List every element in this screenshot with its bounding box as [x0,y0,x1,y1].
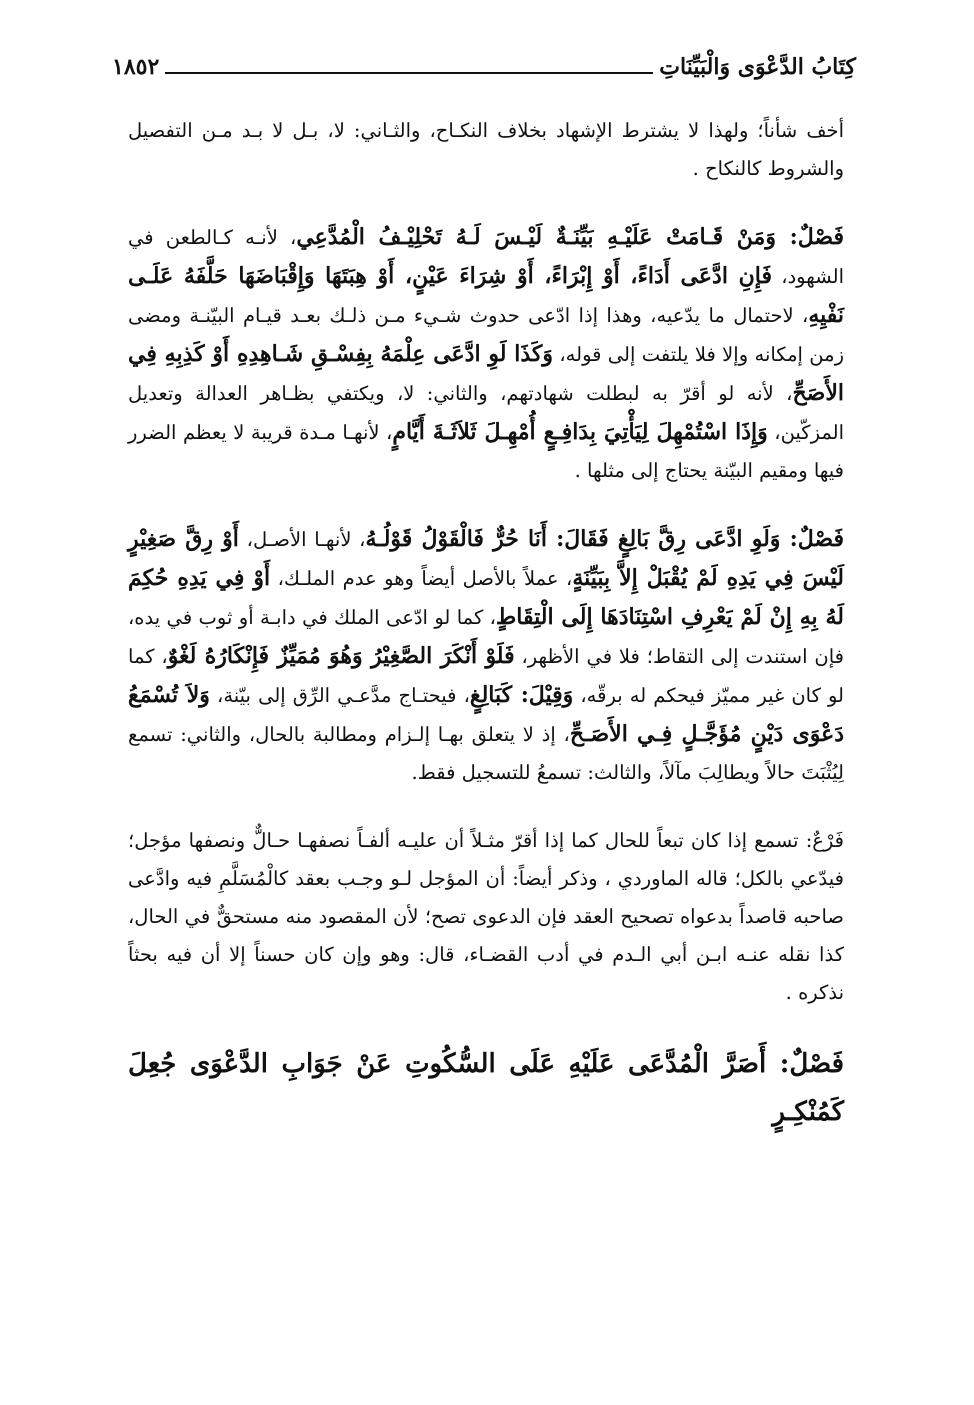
commentary-text: ، لاحتمال ما يدّعيه، وهذا إذا ادّعى حدوث شـيء مـن ذلـك بعـد قيـام البيّنـة ومضى زمن إمكانه وإلا فلا يلتفت إلى قوله، [128,304,844,366]
commentary-text: ، لأنهـا مـدة قريبة لا يعظم الضرر فيها ومقيم البيّنة يحتاج إلى مثلها . [128,421,844,482]
commentary-text: ، لأنـه كـالطعن في الشهود، [128,226,844,288]
matn-text: وَإِذَا اسْتُمْهِلَ لِيَأْتِيَ بِدَافِـعٍ أُمْهِـلَ ثَلاَثَـةَ أَيَّامٍ [392,419,768,445]
book-title: كِتَابُ الدَّعْوَى وَالْبَيِّنَاتِ [659,54,856,80]
running-header [112,44,856,80]
matn-text: أَوْ فِي يَدِهِ حُكِمَ لَهُ بِهِ إِنْ لَمْ يَعْرِفِ اسْتِنَادَهَا إِلَى الْتِقَاطٍ [128,565,844,630]
paragraph [128,112,844,188]
page-number: ١٨٥٢ [112,54,160,80]
matn-text: فَإِنِ ادَّعَى أَدَاءً، أَوْ إِبْرَاءً، أَوْ شِرَاءَ عَيْنٍ، أَوْ هِبَتَهَا وَإِقْبَاضَهَا حَلَّفَهُ عَلَـى نَفْيِهِ [128,263,844,328]
commentary-text: ، إذ لا يتعلق بهـا إلـزام ومطالبة بالحال، والثاني: تسمع لِيُثْبَتَ حالاً ويطالِبَ مآلاً، والثالث: تسمعُ للتسجيل فقط. [128,723,844,784]
commentary-text: ، فيحتـاج مدَّعـي الرِّق إلى بيّنة، [209,684,470,707]
body-text [128,112,844,1136]
commentary-text: فَرْعٌ: تسمع إذا كان تبعاً للحال كما إذا أقرّ مثـلاً أن عليـه ألفـاً نصفهـا حـالٌّ ونصفها مؤجل؛ فيدّعي بالكل؛ قاله الماوردي ، وذكر أيضاً: أن المؤجل لـو وجـب بعقد كالْمُسَلَّمِ فيه وادَّعى صاحبه قاصداً بدعواه تصحيح العقد فإن الدعوى تصح؛ لأن المقصود منه مستحقٌّ في الحال، كذا نقله عنـه ابـن أبي الـدم في أدب القضـاء، قال: وهو وإن كان حسناً إلا أن فيه بحثاً نذكره . [128,829,844,1004]
matn-text: فَصْلٌ: وَمَنْ قَـامَتْ عَلَيْـهِ بَيِّنَـةٌ لَيْـسَ لَـهُ تَحْلِيْـفُ الْمُدَّعِي [296,224,844,250]
matn-text: فَصْلٌ: أَصَرَّ الْمُدَّعَى عَلَيْهِ عَلَى السُّكُوتِ عَنْ جَوَابِ الدَّعْوَى جُعِلَ كَمُنْكِـرٍ [128,1049,844,1127]
paragraph [128,218,844,490]
matn-text: أَوْ رِقَّ صَغِيْرٍ لَيْسَ فِي يَدِهِ لَمْ يُقْبَلْ إِلاَّ بِبَيِّنَةٍ [128,526,844,591]
text-segment: أخف شأناً؛ ولهذا لا يشترط الإشهاد بخلاف النكـاح، والثـاني: لا، بـل لا بـد مـن التفصيل والشروط كالنكاح . [128,119,844,180]
commentary-text: ، كما لو ادّعى الملك في دابـة أو ثوب في يده، فإن استندت إلى التقاط؛ فلا في الأظهر، [128,606,844,668]
commentary-text: ، لأنه لو أقرّ به لبطلت شهادتهم، والثاني: لا، ويكتفي بظـاهر العدالة وتعديل المزكّين، [128,382,844,444]
matn-text: فَلَوْ أَنْكَرَ الصَّغِيْرُ وَهُوَ مُمَيِّزٌ فَإِنْكَارُهُ لَغْوٌ [167,643,515,669]
header-rule [165,72,653,74]
commentary-text: ، كما لو كان غير مميّز فيحكم له برقّه، [128,645,844,707]
commentary-text: ، عملاً بالأصل أيضاً وهو عدم الملـك، [270,567,573,590]
paragraph [128,822,844,1012]
matn-text: فَصْلٌ: وَلَوِ ادَّعَى رِقَّ بَالِغٍ فَقَالَ: أَنَا حُرٌّ فَالْقَوْلُ قَوْلُـهُ [365,526,844,552]
commentary-text: ، لأنهـا الأصـل، [238,528,366,551]
paragraph [128,1040,844,1136]
matn-text: وَقِيْلَ: كَبَالِغٍ [469,682,574,708]
matn-text: وَكَذَا لَوِ ادَّعَى عِلْمَهُ بِفِسْـقِ شَـاهِدِهِ أَوْ كَذِبِهِ فِي الأَصَحِّ [128,341,844,406]
matn-text: وَلاَ تُسْمَعُ دَعْوَى دَيْنٍ مُؤَجَّـلٍ فِـي الأَصَـحِّ [128,682,844,747]
paragraph [128,520,844,792]
